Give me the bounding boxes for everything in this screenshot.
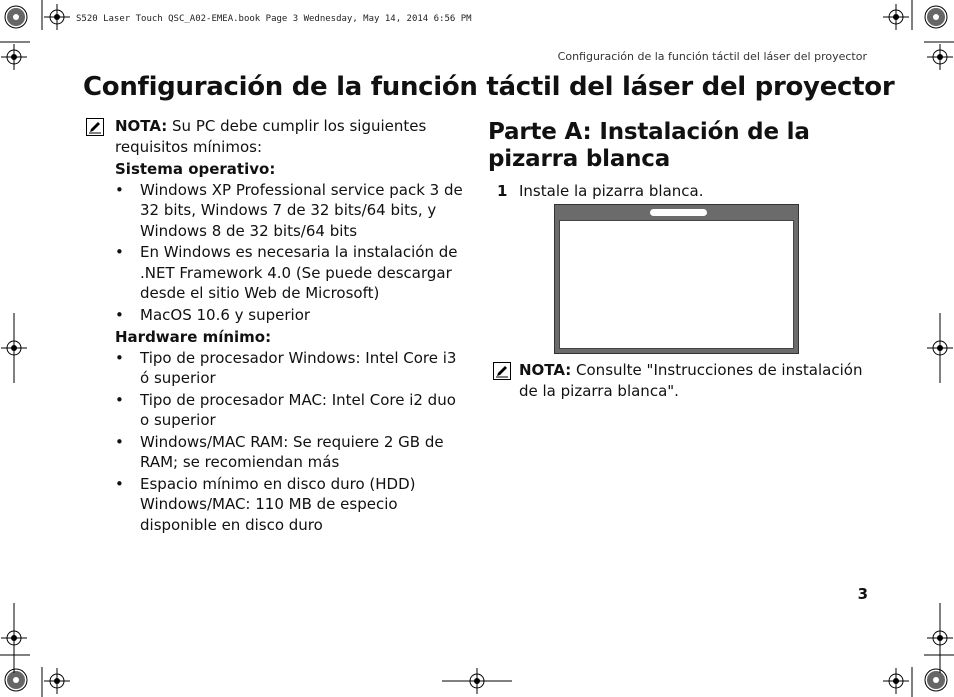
starburst-mark-bottom-right	[925, 669, 947, 691]
running-header: Configuración de la función táctil del láser del proyector	[557, 50, 867, 63]
whiteboard-handle	[650, 209, 707, 216]
registration-mark	[44, 668, 70, 694]
right-column	[488, 119, 878, 202]
registration-mark	[44, 4, 70, 30]
note-pencil-icon	[493, 362, 511, 380]
hardware-heading: Hardware mínimo:	[115, 328, 272, 346]
note-label: NOTA:	[115, 117, 168, 135]
hardware-list	[86, 348, 466, 536]
note-label: NOTA:	[519, 361, 572, 379]
page-number: 3	[857, 585, 868, 603]
list-item: • Espacio mínimo en disco duro (HDD) Windows/MAC: 110 MB de especio disponible en disco duro	[140, 474, 466, 536]
whiteboard-surface	[559, 220, 794, 349]
list-item: • Windows/MAC RAM: Se requiere 2 GB de RAM; se recomiendan más	[140, 432, 466, 473]
note-pencil-icon	[86, 118, 104, 136]
list-item: • Tipo de procesador Windows: Intel Core i3 ó superior	[140, 348, 466, 389]
page-title: Configuración de la función táctil del láser del proyector	[83, 72, 895, 102]
whiteboard-illustration	[554, 204, 799, 354]
starburst-mark-top-right	[925, 6, 947, 28]
starburst-mark-bottom-left	[5, 669, 27, 691]
note-requirements	[86, 116, 466, 157]
registration-mark	[883, 668, 909, 694]
left-column	[86, 116, 466, 536]
registration-mark	[927, 44, 953, 70]
list-item: • Windows XP Professional service pack 3 de 32 bits, Windows 7 de 32 bits/64 bits, y Windows 8 de 32 bits/64 bits	[140, 180, 466, 242]
list-item: • En Windows es necesaria la instalación de .NET Framework 4.0 (Se puede descargar desde el sitio Web de Microsoft)	[140, 242, 466, 304]
note-row	[493, 360, 878, 401]
print-slug: S520 Laser Touch QSC_A02-EMEA.book Page 3 Wednesday, May 14, 2014 6:56 PM	[76, 14, 472, 24]
list-item: • MacOS 10.6 y superior	[140, 305, 466, 326]
os-heading: Sistema operativo:	[115, 160, 276, 178]
note-installation	[493, 360, 878, 401]
step-text: Instale la pizarra blanca.	[519, 182, 704, 200]
registration-mark	[883, 4, 909, 30]
registration-mark	[1, 44, 27, 70]
os-list	[86, 180, 466, 326]
list-item: • Tipo de procesador MAC: Intel Core i2 duo o superior	[140, 390, 466, 431]
section-title: Parte A: Instalación de la pizarra blanca	[488, 119, 810, 172]
step-number: 1	[497, 182, 508, 200]
step-1	[488, 181, 878, 202]
note-text: Su PC debe cumplir los siguientes requisitos mínimos:	[115, 117, 427, 156]
note-text: Consulte "Instrucciones de instalación de la pizarra blanca".	[519, 361, 863, 400]
starburst-mark-top-left	[5, 6, 27, 28]
